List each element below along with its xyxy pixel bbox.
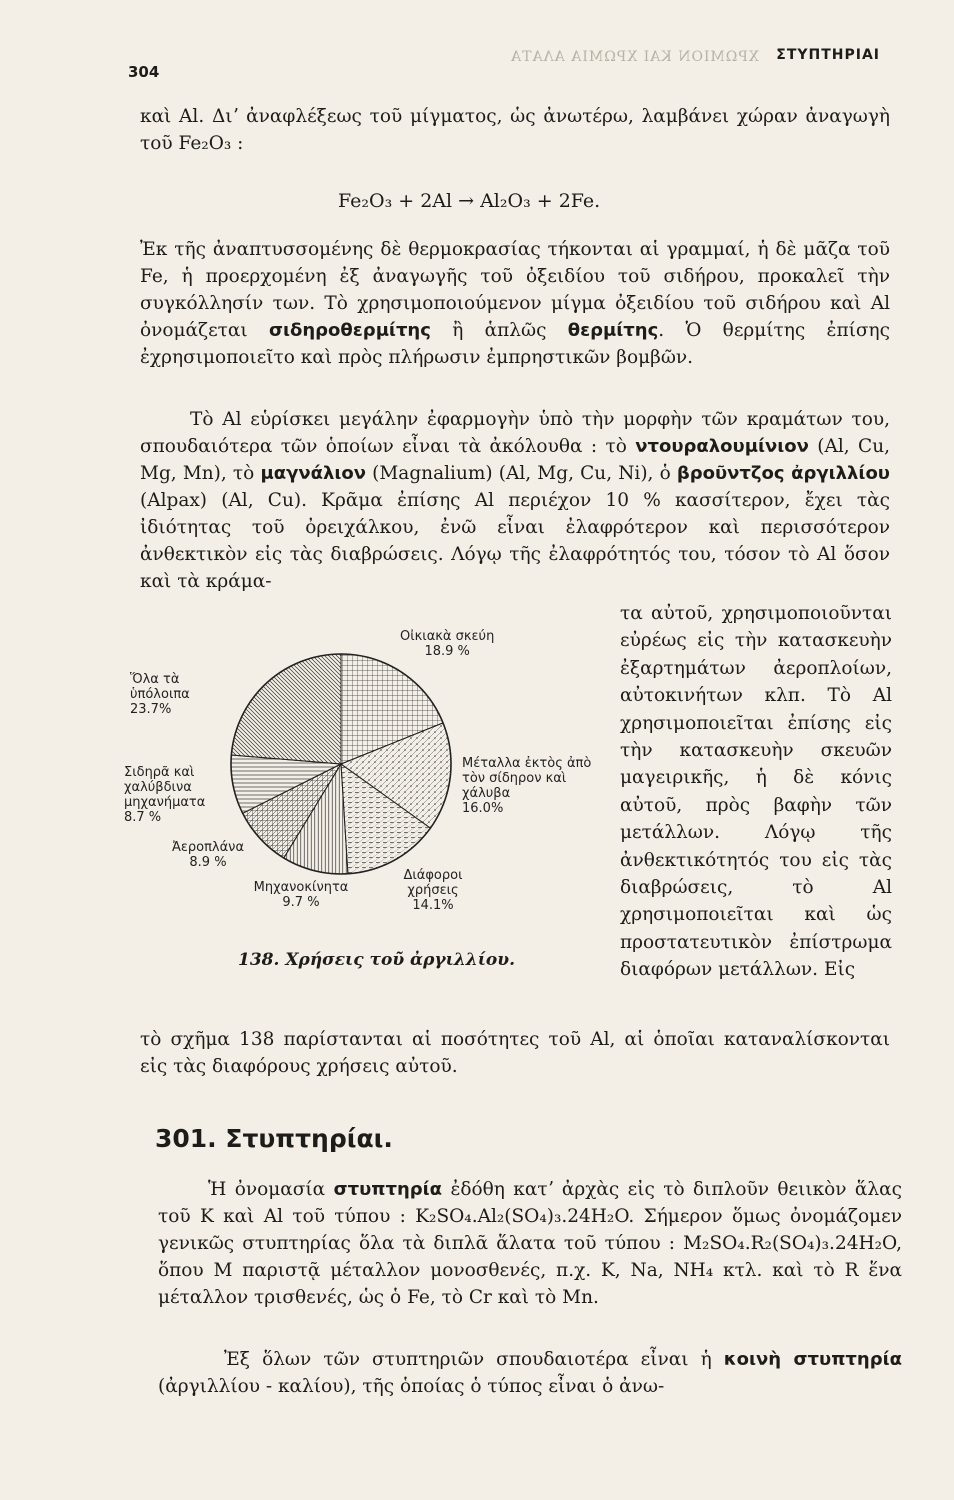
label-household-utensils: Οἰκιακὰ σκεύη 18.9 % xyxy=(400,629,495,659)
figure-caption: 138. Χρήσεις τοῦ ἀργιλλίου. xyxy=(238,950,515,970)
bleed-through-text: ΧΡΩΜΙΟΝ ΚΑΙ ΧΡΩΜΙΑ ΑΛΑΤΑ xyxy=(510,49,759,65)
term-magnalium: μαγνάλιον xyxy=(260,463,366,484)
term-common-alum: κοινὴ στυπτηρία xyxy=(723,1349,902,1370)
term-duralumin: ντουραλουμίνιον xyxy=(635,436,809,457)
term-aluminium-bronze: βροῦντζος ἀργιλλίου xyxy=(676,463,890,484)
label-airplanes: Ἀεροπλάνα 8.9 % xyxy=(171,840,245,870)
thermite-equation: Fe₂O₃ + 2Al → Al₂O₃ + 2Fe. xyxy=(338,190,601,212)
paragraph-intro: καὶ Al. Διʼ ἀναφλέξεως τοῦ μίγματος, ὡς ἀνωτέρω, λαμβάνει χώραν ἀναγωγὴ τοῦ Fe₂O₃ : xyxy=(140,106,890,154)
running-head: ΣΤΥΠΤΗΡΙΑΙ xyxy=(776,47,880,63)
label-all-others: Ὅλα τὰ ὑπόλοιπα 23.7% xyxy=(130,672,190,717)
label-non-ferrous-metals: Μέταλλα ἐκτὸς ἀπὸ τὸν σίδηρον καὶ χάλυβα 16.0% xyxy=(462,756,592,816)
paragraph-alums: Ἡ ὀνομασία στυπτηρία ἐδόθη κατʼ ἀρχὰς εἰς τὸ διπλοῦν θειικὸν ἅλας τοῦ K καὶ Al τοῦ τύπου : K₂SO₄.Al₂(SO₄)₃.24H₂O. Σήμερον ὅμως ὀνομάζομεν γενικῶς στυπτηρίας ὅλα τὰ διπλᾶ ἅλατα τοῦ τύπου : M₂SO₄.R₂(SO₄)₃.24H₂O, ὅπου M παριστᾷ μέταλλον μονοσθενές, π.χ. K, Na, NH₄ κτλ. καὶ τὸ R ἕνα μέταλλον τρισθενές, ὡς ὁ Fe, τὸ Cr καὶ τὸ Mn. xyxy=(158,1179,902,1308)
aluminium-uses-pie-chart xyxy=(222,645,460,883)
label-iron-steel-machinery: Σιδηρᾶ καὶ χαλύβδινα μηχανήματα 8.7 % xyxy=(124,765,206,825)
section-title: 301. Στυπτηρίαι. xyxy=(155,1124,393,1153)
paragraph-alloys: Τὸ Al εὑρίσκει μεγάλην ἐφαρμογὴν ὑπὸ τὴν μορφὴν τῶν κραμάτων του, σπουδαιότερα τῶν ὁποίων εἶναι τὰ ἀκόλουθα : τὸ ντουραλουμίνιον (Al, Cu, Mg, Mn), τὸ μαγνάλιον (Magnalium) (Al, Mg, Cu, Ni), ὁ βροῦντζος ἀργιλλίου (Alpax) (Al, Cu). Κρᾶμα ἐπίσης Al περιέχον 10 % κασσίτερον, ἔχει τὰς ἰδιότητας τοῦ ὀρειχάλκου, ἐνῶ εἶναι ἐλαφρότερον καὶ περισσότερον ἀνθεκτικὸν εἰς τὰς διαβρώσεις. Λόγῳ τῆς ἐλαφρότητός του, τόσον τὸ Al ὅσον καὶ τὰ κράμα- xyxy=(140,409,890,592)
label-motor-vehicles: Μηχανοκίνητα 9.7 % xyxy=(253,880,349,910)
term-thermitis: θερμίτης xyxy=(567,320,659,341)
paragraph-common-alum: Ἐξ ὅλων τῶν στυπτηριῶν σπουδαιοτέρα εἶναι ἡ κοινὴ στυπτηρία (ἀργιλλίου - καλίου), τῆς ὁποίας ὁ τύπος εἶναι ὁ ἀνω- xyxy=(158,1349,902,1397)
paragraph-thermite: Ἐκ τῆς ἀναπτυσσομένης δὲ θερμοκρασίας τήκονται αἱ γραμμαί, ἡ δὲ μᾶζα τοῦ Fe, ἡ προερχομένη ἐξ ἀναγωγῆς τοῦ ὀξειδίου τοῦ σιδήρου, προκαλεῖ τὴν συγκόλλησίν των. Τὸ χρησιμοποιούμενον μίγμα ὀξειδίου τοῦ σιδήρου καὶ Al ὀνομάζεται σιδηροθερμίτης ἢ ἁπλῶς θερμίτης. Ὁ θερμίτης ἐπίσης ἐχρησιμοποιεῖτο καὶ πρὸς πλήρωσιν ἐμπρηστικῶν βομβῶν. xyxy=(140,239,890,368)
page-number: 304 xyxy=(128,63,160,81)
term-alum: στυπτηρία xyxy=(333,1179,443,1200)
paragraph-uses-column: τα αὐτοῦ, χρησιμοποιοῦνται εὐρέως εἰς τὴν κατασκευὴν ἐξαρτημάτων ἀεροπλοίων, αὐτοκινήτων κλπ. Τὸ Al χρησιμοποιεῖται ἐπίσης εἰς τὴν κατασκευὴν σκευῶν μαγειρικῆς, ἡ δὲ κόνις αὐτοῦ, πρὸς βαφὴν τῶν μετάλλων. Λόγῳ τῆς ἀνθεκτικότητός του εἰς τὰς διαβρώσεις, τὸ Al χρησιμοποιεῖται καὶ ὡς προστατευτικὸν ἐπίστρωμα διαφόρων μετάλλων. Εἰς xyxy=(620,603,892,981)
slice-all-others xyxy=(231,654,341,764)
paragraph-figure-ref: τὸ σχῆμα 138 παρίστανται αἱ ποσότητες τοῦ Al, αἱ ὁποῖαι καταναλίσκονται εἰς τὰς διαφόρους χρήσεις αὐτοῦ. xyxy=(140,1029,890,1077)
term-siderothermitis: σιδηροθερμίτης xyxy=(268,320,431,341)
label-various-uses: Διάφοροι χρήσεις 14.1% xyxy=(403,868,463,913)
